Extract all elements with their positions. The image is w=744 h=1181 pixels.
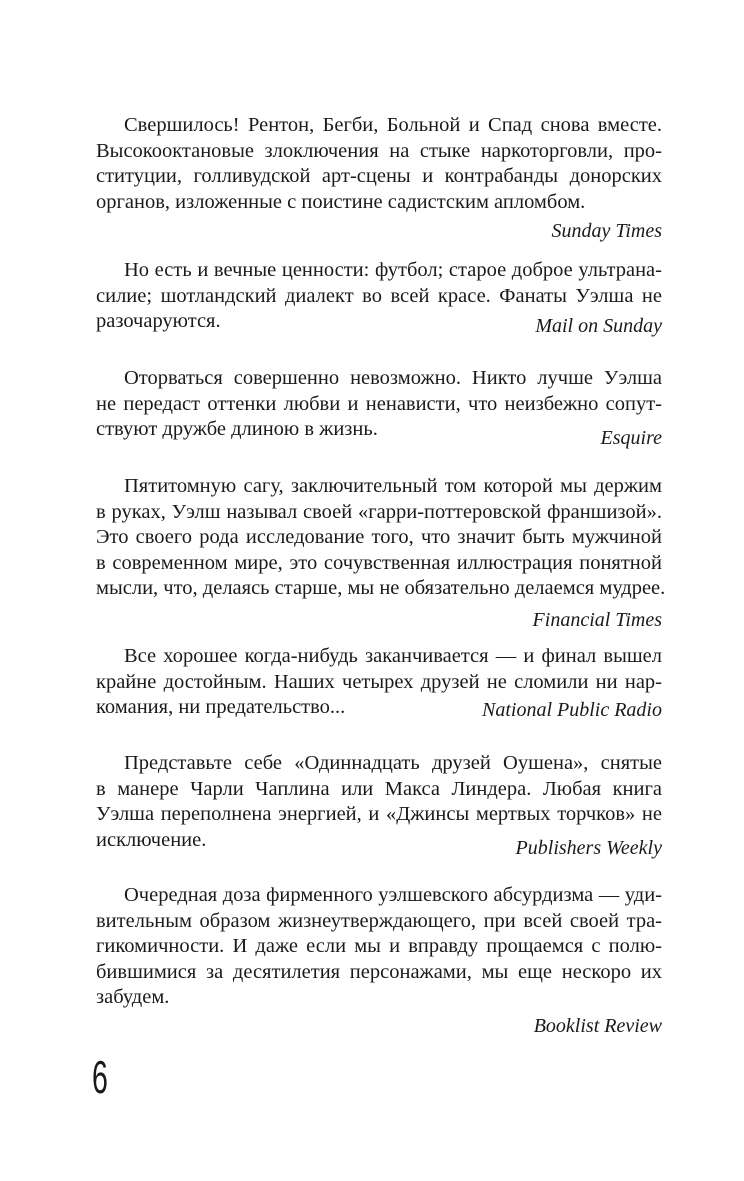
review-line: комания, ни предательство...: [96, 696, 346, 719]
review-source: Esquire: [600, 426, 662, 449]
review-source: Publishers Weekly: [515, 837, 662, 860]
review-financial-times: [96, 474, 666, 633]
review-line: исключение.: [96, 828, 207, 851]
review-line: Высокооктановые злоключения на стыке наркоторговли, про-: [96, 139, 662, 162]
review-booklist: [96, 883, 662, 1039]
review-publishers-weekly: [96, 751, 662, 861]
review-source: National Public Radio: [482, 698, 662, 721]
review-line: Но есть и вечные ценности: футбол; старое доброе ультрана-: [124, 259, 662, 281]
review-line: Все хорошее когда-нибудь заканчивается — и финал вышел: [124, 645, 662, 667]
review-line: в манере Чарли Чаплина или Макса Линдера. Любая книга: [96, 777, 662, 800]
review-source: Booklist Review: [533, 1014, 662, 1037]
review-line: Оторваться совершенно невозможно. Никто лучше Уэлша: [124, 367, 662, 389]
review-npr: [96, 644, 662, 723]
review-line: в современном мире, это сочувственная иллюстрация понятной: [96, 551, 662, 574]
review-line: Свершилось! Рентон, Бегби, Больной и Спад снова вместе.: [124, 114, 662, 136]
review-line: бившимися за десятилетия персонажами, мы еще нескоро их: [96, 960, 662, 983]
review-source: Mail on Sunday: [535, 314, 662, 337]
review-line: не передаст оттенки любви и ненависти, что неизбежно сопут-: [96, 392, 662, 415]
review-text: [96, 883, 662, 1011]
review-line: ституции, голливудской арт-сцены и контрабанды донорских: [96, 165, 662, 188]
review-line: силие; шотландский диалект во всей красе. Фанаты Уэлша не: [96, 284, 662, 307]
review-line: гикомичности. И даже если мы и вправду прощаемся с полю-: [96, 935, 662, 958]
review-source: Financial Times: [532, 608, 662, 631]
review-line: в руках, Уэлш называл своей «гарри-поттеровской франшизой».: [96, 500, 662, 523]
review-line: мысли, что, делаясь старше, мы не обязательно делаемся мудрее.: [96, 577, 666, 600]
review-line: вительным образом жизнеутверждающего, при всей своей тра-: [96, 909, 662, 932]
review-line: ствуют дружбе длиною в жизнь.: [96, 418, 378, 441]
review-line: Представьте себе «Одиннадцать друзей Оушена», снятые: [124, 752, 662, 774]
review-source: Sunday Times: [551, 220, 662, 243]
review-line: Очередная доза фирменного уэлшевского абсурдизма — уди-: [124, 884, 662, 906]
review-line: разочаруются.: [96, 310, 221, 333]
review-line: крайне достойным. Наших четырех друзей не сломили ни нар-: [96, 670, 662, 693]
review-line: Уэлша переполнена энергией, и «Джинсы мертвых торчков» не: [96, 803, 662, 826]
review-esquire: [96, 366, 662, 451]
review-line: органов, изложенные с поистине садистским апломбом.: [96, 190, 586, 213]
review-text: [96, 474, 666, 602]
review-line: забудем.: [96, 986, 170, 1009]
review-line: Это своего рода исследование того, что значит быть мужчиной: [96, 526, 662, 549]
review-text: [96, 113, 662, 215]
page-number: 6: [92, 1051, 108, 1103]
review-sunday-times: [96, 113, 662, 244]
review-mail-on-sunday: [96, 258, 662, 339]
review-line: Пятитомную сагу, заключительный том которой мы держим: [124, 475, 662, 497]
